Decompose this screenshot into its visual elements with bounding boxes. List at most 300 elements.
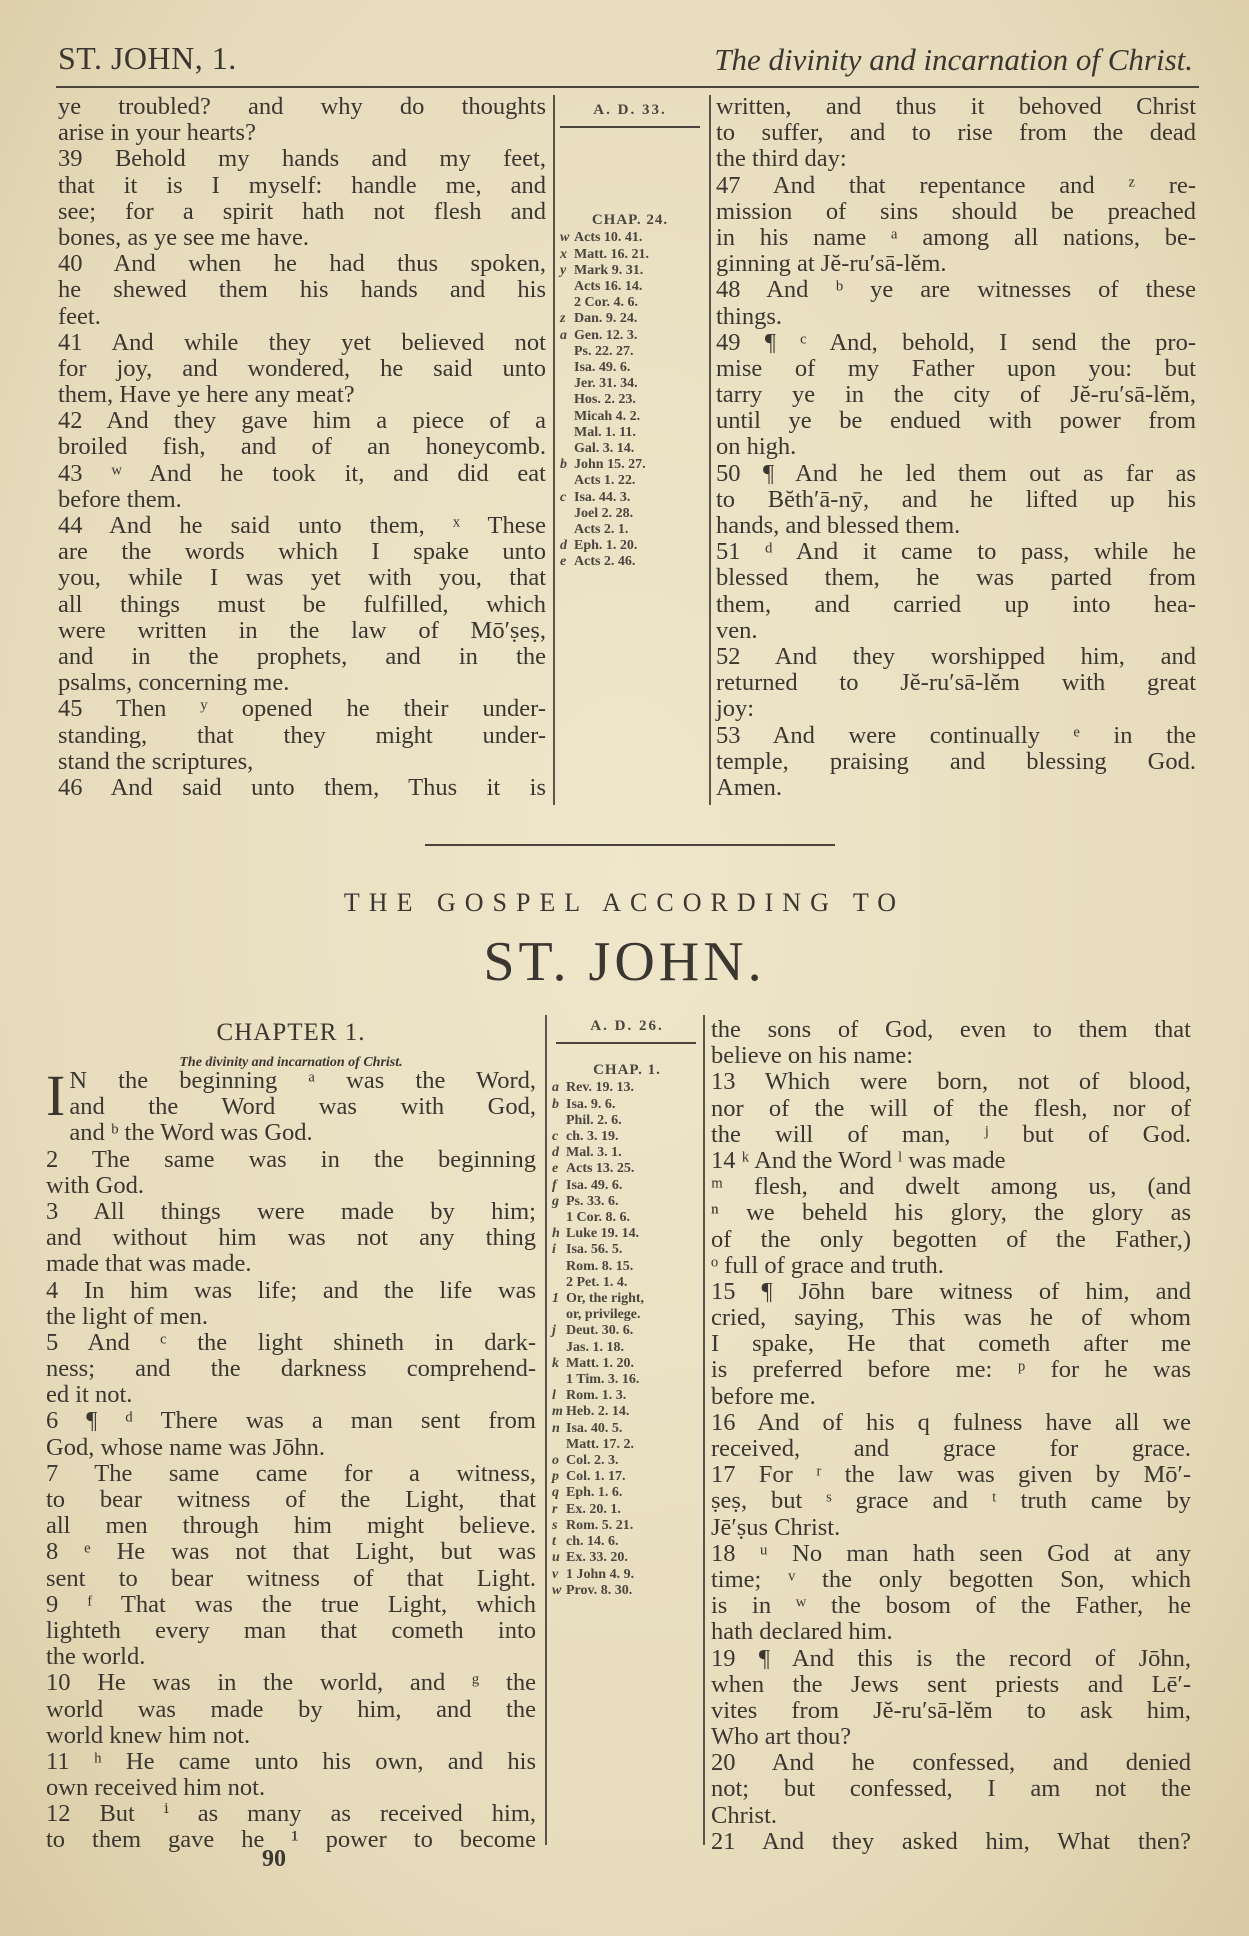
cross-reference bbox=[552, 1485, 702, 1501]
cross-reference bbox=[552, 1404, 702, 1420]
text-line: 18 ᵘ No man hath seen God at any bbox=[711, 1539, 1191, 1567]
text-line: ye troubled? and why do thoughts bbox=[58, 93, 546, 120]
reference-text: ch. 3. 19. bbox=[566, 1129, 619, 1145]
cross-reference bbox=[552, 1550, 702, 1566]
text-line: broiled fish, and of an honeycomb. bbox=[58, 433, 546, 461]
reference-mark bbox=[560, 376, 574, 392]
cross-reference bbox=[552, 1275, 702, 1291]
cross-reference bbox=[560, 554, 700, 570]
text-line: Who art thou? bbox=[711, 1723, 852, 1751]
text-line: 39 Behold my hands and my feet, bbox=[58, 145, 546, 173]
text-line: mission of sins should be preached bbox=[716, 197, 1196, 225]
reference-mark bbox=[560, 441, 574, 457]
reference-text: Acts 2. 1. bbox=[574, 522, 629, 538]
column-rule bbox=[703, 1015, 705, 1845]
text-line: 42 And they gave him a piece of a bbox=[58, 407, 546, 435]
text-line: on high. bbox=[716, 433, 797, 461]
text-line: 10 He was in the world, and ᵍ the bbox=[46, 1669, 536, 1697]
text-line: with God. bbox=[46, 1171, 144, 1199]
reference-mark bbox=[560, 473, 574, 489]
text-line: and the Word was with God, bbox=[69, 1093, 536, 1121]
reference-text: Acts 16. 14. bbox=[574, 279, 643, 295]
cross-reference bbox=[560, 473, 700, 489]
reference-text: Dan. 9. 24. bbox=[574, 311, 638, 327]
cross-reference bbox=[552, 1356, 702, 1372]
text-line: is in ʷ the bosom of the Father, he bbox=[711, 1592, 1191, 1620]
reference-text: Matt. 16. 21. bbox=[574, 246, 650, 262]
reference-text: Ps. 33. 6. bbox=[566, 1193, 619, 1209]
reference-text: Heb. 2. 14. bbox=[566, 1404, 630, 1420]
text-column-top-right bbox=[716, 94, 1196, 801]
text-line: 17 For ʳ the law was given by Mō′- bbox=[711, 1461, 1191, 1489]
text-line: 8 ᵉ He was not that Light, but was bbox=[46, 1538, 536, 1566]
reference-mark bbox=[560, 425, 574, 441]
reference-mark: a bbox=[560, 327, 567, 343]
text-line: ⁿ we beheld his glory, the glory as bbox=[711, 1199, 1191, 1227]
reference-text: Ex. 33. 20. bbox=[566, 1550, 628, 1566]
text-line: 2 The same was in the beginning bbox=[46, 1145, 536, 1173]
cross-reference bbox=[552, 1567, 702, 1583]
reference-text: Jer. 31. 34. bbox=[574, 376, 638, 392]
text-line: not; but confessed, I am not the bbox=[711, 1775, 1191, 1803]
reference-mark: y bbox=[560, 262, 567, 278]
column-rule bbox=[553, 95, 555, 805]
reference-text: Col. 2. 3. bbox=[566, 1453, 619, 1469]
reference-text: Joel 2. 28. bbox=[574, 505, 634, 521]
cross-reference bbox=[560, 457, 700, 473]
cross-reference bbox=[560, 263, 700, 279]
reference-mark: i bbox=[552, 1242, 556, 1258]
reference-mark: a bbox=[552, 1080, 559, 1096]
text-line: 11 ʰ He came unto his own, and his bbox=[46, 1747, 536, 1775]
cross-reference bbox=[560, 230, 700, 246]
text-line: to them gave he ¹ power to become bbox=[46, 1826, 536, 1854]
text-line: of the only begotten of the Father,) bbox=[711, 1225, 1191, 1253]
text-line: 6 ¶ ᵈ There was a man sent from bbox=[46, 1407, 536, 1435]
drop-cap: I bbox=[46, 1063, 66, 1128]
column-rule bbox=[709, 95, 711, 805]
reference-mark: t bbox=[552, 1534, 556, 1550]
reference-text: Isa. 49. 6. bbox=[574, 360, 631, 376]
text-line: and without him was not any thing bbox=[46, 1224, 536, 1252]
text-line: 40 And when he had thus spoken, bbox=[58, 250, 546, 278]
text-column-bottom-right bbox=[711, 1017, 1191, 1855]
cross-reference bbox=[560, 376, 700, 392]
reference-mark: b bbox=[560, 457, 567, 473]
text-line: 46 And said unto them, Thus it is bbox=[58, 773, 546, 801]
reference-mark: q bbox=[552, 1485, 559, 1501]
reference-mark bbox=[560, 360, 574, 376]
reference-text: Phil. 2. 6. bbox=[566, 1112, 622, 1128]
reference-text: Micah 4. 2. bbox=[574, 408, 641, 424]
reference-text: Col. 1. 17. bbox=[566, 1469, 626, 1485]
cross-reference bbox=[560, 360, 700, 376]
text-line: 45 Then ʸ opened he their under- bbox=[58, 695, 546, 723]
reference-mark: e bbox=[560, 554, 567, 570]
text-column-top-left bbox=[58, 94, 546, 801]
text-line: time; ᵛ the only begotten Son, which bbox=[711, 1565, 1191, 1593]
cross-reference bbox=[552, 1145, 702, 1161]
text-column-bottom-left bbox=[46, 1020, 536, 1854]
cross-reference bbox=[560, 506, 700, 522]
gospel-heading: THE GOSPEL ACCORDING TO bbox=[343, 888, 906, 917]
text-line: are the words which I spake unto bbox=[58, 538, 546, 566]
reference-mark: m bbox=[552, 1404, 563, 1420]
cross-reference bbox=[552, 1226, 702, 1242]
text-line: received, and grace for grace. bbox=[711, 1435, 1191, 1462]
reference-mark: c bbox=[552, 1129, 559, 1145]
cross-reference bbox=[560, 344, 700, 360]
reference-text: Rom. 5. 21. bbox=[566, 1517, 634, 1533]
text-line: feet. bbox=[58, 302, 101, 330]
cross-reference bbox=[560, 409, 700, 425]
text-line: world knew him not. bbox=[46, 1721, 251, 1749]
text-line: Christ. bbox=[711, 1801, 778, 1829]
reference-text: Matt. 17. 2. bbox=[566, 1436, 635, 1452]
section-separator bbox=[425, 844, 835, 846]
reference-text: Isa. 56. 5. bbox=[566, 1242, 623, 1258]
reference-mark: b bbox=[552, 1096, 559, 1112]
text-line: to suffer, and to rise from the dead bbox=[716, 119, 1196, 147]
text-line: blessed them, he was parted from bbox=[716, 564, 1196, 592]
reference-mark: d bbox=[552, 1145, 559, 1161]
text-line: God, whose name was Jōhn. bbox=[46, 1433, 325, 1461]
reference-mark bbox=[560, 344, 574, 360]
reference-mark bbox=[552, 1113, 566, 1129]
text-line: to Bĕth′ā-nȳ, and he lifted up his bbox=[716, 485, 1196, 513]
reference-mark: d bbox=[560, 538, 567, 554]
cross-reference bbox=[560, 295, 700, 311]
reference-text: 2 Pet. 1. 4. bbox=[566, 1274, 628, 1290]
reference-text: Jas. 1. 18. bbox=[566, 1339, 624, 1355]
reference-text: Mal. 3. 1. bbox=[566, 1145, 622, 1161]
reference-text: Mal. 1. 11. bbox=[574, 424, 636, 440]
text-line: 20 And he confessed, and denied bbox=[711, 1749, 1191, 1777]
reference-text: Acts 13. 25. bbox=[566, 1161, 635, 1177]
text-line: 47 And that repentance and ᶻ re- bbox=[716, 171, 1196, 199]
reference-text: Acts 1. 22. bbox=[574, 473, 636, 489]
text-line: 4 In him was life; and the life was bbox=[46, 1276, 536, 1304]
text-line: the world. bbox=[46, 1643, 146, 1671]
text-line: believe on his name: bbox=[711, 1042, 914, 1070]
reference-text: Gal. 3. 14. bbox=[574, 441, 635, 457]
reference-text: Rom. 1. 3. bbox=[566, 1388, 627, 1404]
text-line: you, while I was yet with you, that bbox=[58, 564, 546, 592]
text-line: things. bbox=[716, 302, 783, 330]
text-line: lighteth every man that cometh into bbox=[46, 1616, 536, 1644]
text-line: ᵐ flesh, and dwelt among us, (and bbox=[711, 1173, 1191, 1201]
text-line: nor of the will of the flesh, nor of bbox=[711, 1094, 1191, 1122]
cross-reference bbox=[552, 1502, 702, 1518]
text-line: 53 And were continually ᵉ in the bbox=[716, 721, 1196, 749]
text-line: is preferred before me: ᵖ for he was bbox=[711, 1356, 1191, 1384]
text-line: them, and carried up into hea- bbox=[716, 590, 1196, 618]
reference-mark bbox=[560, 522, 574, 538]
reference-mark bbox=[560, 409, 574, 425]
reference-text: Ex. 20. 1. bbox=[566, 1501, 621, 1517]
text-line: vites from Jĕ-ru′sā-lĕm to ask him, bbox=[711, 1696, 1191, 1724]
reference-mark: e bbox=[552, 1161, 559, 1177]
text-line: before them. bbox=[58, 485, 182, 513]
cross-reference bbox=[552, 1259, 702, 1275]
text-line: hath declared him. bbox=[711, 1618, 893, 1646]
reference-text: John 15. 27. bbox=[574, 457, 646, 473]
text-line: sent to bear witness of that Light. bbox=[46, 1564, 536, 1592]
text-line: ness; and the darkness comprehend- bbox=[46, 1355, 536, 1383]
cross-reference bbox=[560, 425, 700, 441]
text-line: 7 The same came for a witness, bbox=[46, 1459, 536, 1487]
text-line: 41 And while they yet believed not bbox=[58, 328, 546, 356]
reference-mark: w bbox=[560, 230, 570, 246]
text-line: until ye be endued with power from bbox=[716, 407, 1196, 435]
text-line: written, and thus it behoved Christ bbox=[716, 93, 1196, 120]
reference-mark bbox=[552, 1275, 566, 1291]
cross-reference bbox=[552, 1453, 702, 1469]
reference-mark bbox=[560, 392, 574, 408]
text-line: own received him not. bbox=[46, 1774, 266, 1802]
reference-mark: s bbox=[552, 1517, 558, 1533]
reference-mark: u bbox=[552, 1550, 560, 1566]
text-line: 51 ᵈ And it came to pass, while he bbox=[716, 538, 1196, 566]
text-line: Jē′ṣus Christ. bbox=[711, 1513, 841, 1541]
cross-reference bbox=[552, 1534, 702, 1550]
text-line: returned to Jĕ-ru′sā-lĕm with great bbox=[716, 669, 1196, 697]
reference-text: Matt. 1. 20. bbox=[566, 1355, 635, 1371]
reference-mark: v bbox=[552, 1566, 559, 1582]
reference-text: Gen. 12. 3. bbox=[574, 327, 638, 343]
reference-mark: x bbox=[560, 246, 567, 262]
text-line: 14 ᵏ And the Word ˡ was made bbox=[711, 1146, 1006, 1174]
text-line: joy: bbox=[716, 695, 755, 723]
reference-text: Eph. 1. 20. bbox=[574, 538, 638, 554]
reference-text: Acts 2. 46. bbox=[574, 554, 636, 570]
reference-text: 1 Tim. 3. 16. bbox=[566, 1372, 640, 1388]
text-line: arise in your hearts? bbox=[58, 119, 256, 147]
reference-mark bbox=[560, 279, 574, 295]
cross-reference bbox=[552, 1323, 702, 1339]
reference-mark: c bbox=[560, 489, 567, 505]
reference-text: or, privilege. bbox=[566, 1307, 641, 1323]
cross-reference bbox=[552, 1372, 702, 1388]
text-line: 5 And ᶜ the light shineth in dark- bbox=[46, 1328, 536, 1356]
reference-text: Rom. 8. 15. bbox=[566, 1258, 634, 1274]
text-line: see; for a spirit hath not flesh and bbox=[58, 197, 546, 225]
reference-text: Eph. 1. 6. bbox=[566, 1485, 623, 1501]
cross-reference bbox=[560, 538, 700, 554]
reference-text: Ps. 22. 27. bbox=[574, 343, 634, 359]
text-line: 50 ¶ And he led them out as far as bbox=[716, 459, 1196, 487]
cross-reference bbox=[560, 392, 700, 408]
cross-reference bbox=[552, 1583, 702, 1599]
reference-mark: p bbox=[552, 1469, 559, 1485]
reference-mark bbox=[552, 1210, 566, 1226]
text-line: hands, and blessed them. bbox=[716, 512, 961, 539]
reference-text: Or, the right, bbox=[566, 1291, 645, 1307]
era-date: A. D. 26. bbox=[590, 1018, 664, 1034]
margin-rule bbox=[560, 126, 700, 128]
cross-reference bbox=[552, 1307, 702, 1323]
text-line: all things must be fulfilled, which bbox=[58, 590, 546, 618]
margin-references-bottom bbox=[552, 1018, 702, 1599]
margin-references-top bbox=[560, 102, 700, 571]
text-line: 52 And they worshipped him, and bbox=[716, 642, 1196, 670]
text-line: stand the scriptures, bbox=[58, 747, 254, 775]
reference-text: 1 Cor. 8. 6. bbox=[566, 1210, 631, 1226]
cross-reference bbox=[552, 1161, 702, 1177]
text-line: the light of men. bbox=[46, 1302, 208, 1330]
reference-text: Rev. 19. 13. bbox=[566, 1080, 635, 1096]
column-rule bbox=[545, 1015, 547, 1845]
text-line: the sons of God, even to them that bbox=[711, 1016, 1191, 1043]
reference-mark: j bbox=[552, 1323, 556, 1339]
reference-mark: k bbox=[552, 1355, 559, 1371]
era-date: A. D. 33. bbox=[593, 102, 667, 118]
cross-reference bbox=[552, 1291, 702, 1307]
text-line: ven. bbox=[716, 616, 758, 644]
cross-reference bbox=[552, 1388, 702, 1404]
reference-mark: w bbox=[552, 1582, 562, 1598]
reference-text: 2 Cor. 4. 6. bbox=[574, 295, 639, 311]
reference-mark: l bbox=[552, 1388, 556, 1404]
text-line: cried, saying, This was he of whom bbox=[711, 1304, 1191, 1332]
text-line: ṣeṣ, but ˢ grace and ᵗ truth came by bbox=[711, 1487, 1191, 1515]
reference-mark bbox=[552, 1307, 566, 1323]
text-line: 15 ¶ Jōhn bare witness of him, and bbox=[711, 1277, 1191, 1305]
reference-mark: o bbox=[552, 1453, 559, 1469]
cross-reference bbox=[560, 490, 700, 506]
reference-mark: n bbox=[552, 1420, 560, 1436]
text-line: the third day: bbox=[716, 145, 847, 173]
book-title: ST. JOHN. bbox=[483, 931, 766, 993]
text-line: mise of my Father upon you: but bbox=[716, 354, 1196, 382]
reference-mark: z bbox=[560, 311, 566, 327]
text-line: Amen. bbox=[716, 773, 782, 801]
text-line: before me. bbox=[711, 1382, 816, 1410]
text-line: standing, that they might under- bbox=[58, 721, 546, 749]
cross-reference bbox=[552, 1080, 702, 1096]
text-line: 48 And ᵇ ye are witnesses of these bbox=[716, 276, 1196, 304]
margin-chapter-label: CHAP. 1. bbox=[593, 1062, 661, 1079]
text-line: tarry ye in the city of Jĕ-ru′sā-lĕm, bbox=[716, 381, 1196, 409]
reference-mark bbox=[552, 1372, 566, 1388]
header-rule bbox=[56, 86, 1199, 88]
cross-reference bbox=[560, 247, 700, 263]
cross-reference bbox=[552, 1194, 702, 1210]
reference-text: Isa. 44. 3. bbox=[574, 489, 631, 505]
text-line: and in the prophets, and in the bbox=[58, 642, 546, 670]
text-line: he shewed them his hands and his bbox=[58, 276, 546, 304]
cross-reference bbox=[552, 1340, 702, 1356]
text-line: bones, as ye see me have. bbox=[58, 223, 310, 251]
text-line: ed it not. bbox=[46, 1381, 133, 1409]
text-line: temple, praising and blessing God. bbox=[716, 747, 1196, 775]
text-line: 9 ᶠ That was the true Light, which bbox=[46, 1590, 536, 1618]
cross-reference bbox=[560, 311, 700, 327]
reference-mark: f bbox=[552, 1177, 557, 1193]
text-line: ᵒ full of grace and truth. bbox=[711, 1251, 944, 1279]
reference-text: Acts 10. 41. bbox=[574, 230, 643, 246]
text-line: 19 ¶ And this is the record of Jōhn, bbox=[711, 1644, 1191, 1672]
reference-mark: g bbox=[552, 1193, 559, 1209]
text-line: I spake, He that cometh after me bbox=[711, 1330, 1191, 1358]
margin-rule bbox=[556, 1042, 696, 1044]
reference-mark bbox=[552, 1340, 566, 1356]
text-line: were written in the law of Mō′ṣeṣ, bbox=[58, 616, 546, 644]
chapter-heading: CHAPTER 1. bbox=[216, 1019, 366, 1046]
reference-text: Deut. 30. 6. bbox=[566, 1323, 634, 1339]
text-line: them, Have ye here any meat? bbox=[58, 381, 355, 409]
reference-text: Hos. 2. 23. bbox=[574, 392, 636, 408]
cross-reference bbox=[552, 1437, 702, 1453]
text-line: world was made by him, and the bbox=[46, 1695, 536, 1723]
reference-mark bbox=[552, 1259, 566, 1275]
text-line: made that was made. bbox=[46, 1250, 252, 1278]
reference-text: Isa. 9. 6. bbox=[566, 1096, 616, 1112]
cross-reference bbox=[552, 1242, 702, 1258]
text-line: the will of man, ʲ but of God. bbox=[711, 1120, 1191, 1148]
text-line: to bear witness of the Light, that bbox=[46, 1486, 536, 1513]
cross-reference bbox=[552, 1469, 702, 1485]
reference-text: Isa. 40. 5. bbox=[566, 1420, 623, 1436]
text-line: for joy, and wondered, he said unto bbox=[58, 354, 546, 382]
reference-mark: h bbox=[552, 1226, 560, 1242]
text-line: ginning at Jĕ-ru′sā-lĕm. bbox=[716, 250, 947, 278]
reference-text: ch. 14. 6. bbox=[566, 1534, 619, 1550]
text-line: 3 All things were made by him; bbox=[46, 1197, 536, 1225]
reference-mark bbox=[560, 295, 574, 311]
cross-reference bbox=[560, 328, 700, 344]
cross-reference bbox=[560, 441, 700, 457]
text-line: 43 ʷ And he took it, and did eat bbox=[58, 459, 546, 487]
text-line: 12 But ⁱ as many as received him, bbox=[46, 1800, 536, 1828]
cross-reference bbox=[552, 1421, 702, 1437]
cross-reference bbox=[552, 1113, 702, 1129]
text-line: N the beginning ᵃ was the Word, bbox=[69, 1067, 536, 1094]
text-line: 21 And they asked him, What then? bbox=[711, 1827, 1191, 1855]
page-number: 90 bbox=[262, 1846, 286, 1872]
reference-text: Luke 19. 14. bbox=[566, 1226, 640, 1242]
reference-mark bbox=[560, 506, 574, 522]
cross-reference bbox=[552, 1518, 702, 1534]
text-line: when the Jews sent priests and Lē′- bbox=[711, 1670, 1191, 1698]
reference-mark: r bbox=[552, 1501, 558, 1517]
running-head-book: ST. JOHN, 1. bbox=[58, 40, 237, 76]
reference-mark: 1 bbox=[552, 1291, 559, 1307]
cross-reference bbox=[552, 1178, 702, 1194]
cross-reference bbox=[552, 1129, 702, 1145]
reference-text: Isa. 49. 6. bbox=[566, 1177, 623, 1193]
cross-reference bbox=[552, 1097, 702, 1113]
cross-reference bbox=[560, 279, 700, 295]
reference-text: 1 John 4. 9. bbox=[566, 1566, 635, 1582]
text-line: 16 And of his q fulness have all we bbox=[711, 1408, 1191, 1436]
text-line: 49 ¶ ᶜ And, behold, I send the pro- bbox=[716, 328, 1196, 356]
reference-mark bbox=[552, 1437, 566, 1453]
text-line: and ᵇ the Word was God. bbox=[69, 1119, 313, 1147]
text-line: 44 And he said unto them, ˣ These bbox=[58, 512, 546, 539]
text-line: all men through him might believe. bbox=[46, 1512, 536, 1540]
cross-reference bbox=[560, 522, 700, 538]
chapter-summary: The divinity and incarnation of Christ. bbox=[179, 1055, 403, 1070]
cross-reference bbox=[552, 1210, 702, 1226]
text-line: in his name ᵃ among all nations, be- bbox=[716, 223, 1196, 251]
text-line: psalms, concerning me. bbox=[58, 669, 290, 697]
running-head-topic: The divinity and incarnation of Christ. bbox=[714, 42, 1193, 77]
reference-text: Mark 9. 31. bbox=[574, 262, 644, 278]
text-line: that it is I myself: handle me, and bbox=[58, 171, 546, 199]
reference-text: Prov. 8. 30. bbox=[566, 1582, 633, 1598]
text-line: 13 Which were born, not of blood, bbox=[711, 1068, 1191, 1096]
